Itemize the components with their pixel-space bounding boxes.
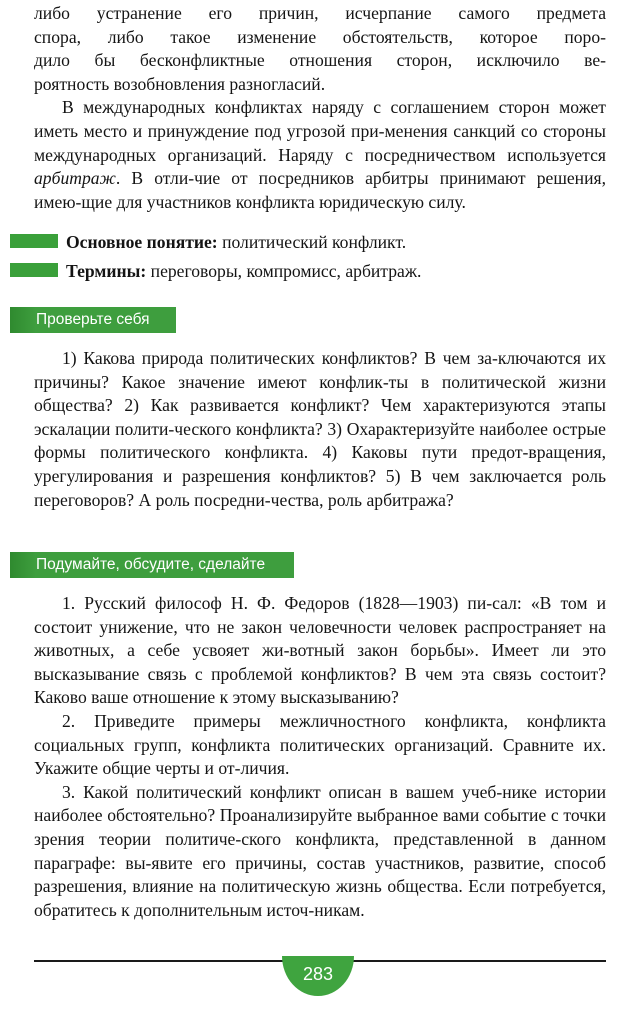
task-item: 2. Приведите примеры межличностного конфликта, конфликта социальных групп, конфликта политических организаций. Сравните их. Укажите общие черты и от-личия. [34,710,606,779]
intro-line: роятность возобновления разногласий. [34,73,326,94]
main-concept-marker [10,234,58,248]
intro-paragraph-1 [34,2,606,96]
check-yourself-banner [10,307,176,333]
intro-line: либо устранение его причин, исчерпание самого предмета [34,3,606,23]
task-item: 1. Русский философ Н. Ф. Федоров (1828—1903) пи-сал: «В том и состоит унижение, что не закон человечности человек распространяет на животных, а себе усвояет жи-вотный закон борьбы». Имеет ли это высказывание связь с проблемой конфликтов? В чем эта связь состоит? Каково ваше отношение к этому высказыванию? [34,593,606,708]
intro-text [34,2,606,214]
think-discuss-text [34,592,606,922]
page-number: 283 [282,956,354,996]
intro-p2-after: . В отли-чие от посредников арбитры принимают решения, имею-щие для участников конфликта юридическую силу. [34,168,606,212]
task-item: 3. Какой политический конфликт описан в вашем учеб-нике истории наиболее обстоятельно? Проанализируйте выбранное вами событие с точки зрения теории политиче-ского конфликта, представленной в данном параграфе: вы-явите его причины, состав участников, развитие, способ разрешения, влияние на политическую жизнь общества. Если потребуется, обратитесь к дополнительным источ-никам. [34,781,606,920]
terms-row [0,259,606,283]
check-yourself-title: Проверьте себя [36,311,150,328]
intro-p2-before: В международных конфликтах наряду с соглашением сторон может иметь место и принуждение под угрозой при-менения санкций со стороны международных организаций. Наряду с посредничеством используется [34,97,606,165]
terms-marker [10,263,58,277]
terms-value: переговоры, компромисс, арбитраж. [146,261,422,281]
intro-line: спора, либо такое изменение обстоятельств, которое поро- [34,26,606,47]
main-concept-text [66,230,406,254]
think-discuss-title: Подумайте, обсудите, сделайте [36,556,266,573]
terms-label: Термины: [66,261,147,281]
intro-paragraph-2 [34,96,606,214]
main-concept-label: Основное понятие: [66,232,218,252]
terms-text [66,259,421,283]
main-concept-row [0,230,606,254]
arbitrage-term: арбитраж [34,168,116,189]
check-yourself-questions: 1) Какова природа политических конфликтов? В чем за-ключаются их причины? Какое значение имеют конфлик-ты в политической жизни общества? 2) Как развивается конфликт? Чем характеризуются этапы эскалации полити-ческого конфликта? 3) Охарактеризуйте наиболее острые формы политического конфликта. 4) Каковы пути предот-вращения, урегулирования и разрешения конфликтов? 5) В чем заключается роль переговоров? А роль посредни-чества, роль арбитража? [34,348,606,510]
think-discuss-banner [10,552,294,578]
intro-line: дило бы бесконфликтные отношения сторон, исключило ве- [34,50,606,71]
check-yourself-text [34,347,606,512]
main-concept-value: политический конфликт. [217,232,407,252]
